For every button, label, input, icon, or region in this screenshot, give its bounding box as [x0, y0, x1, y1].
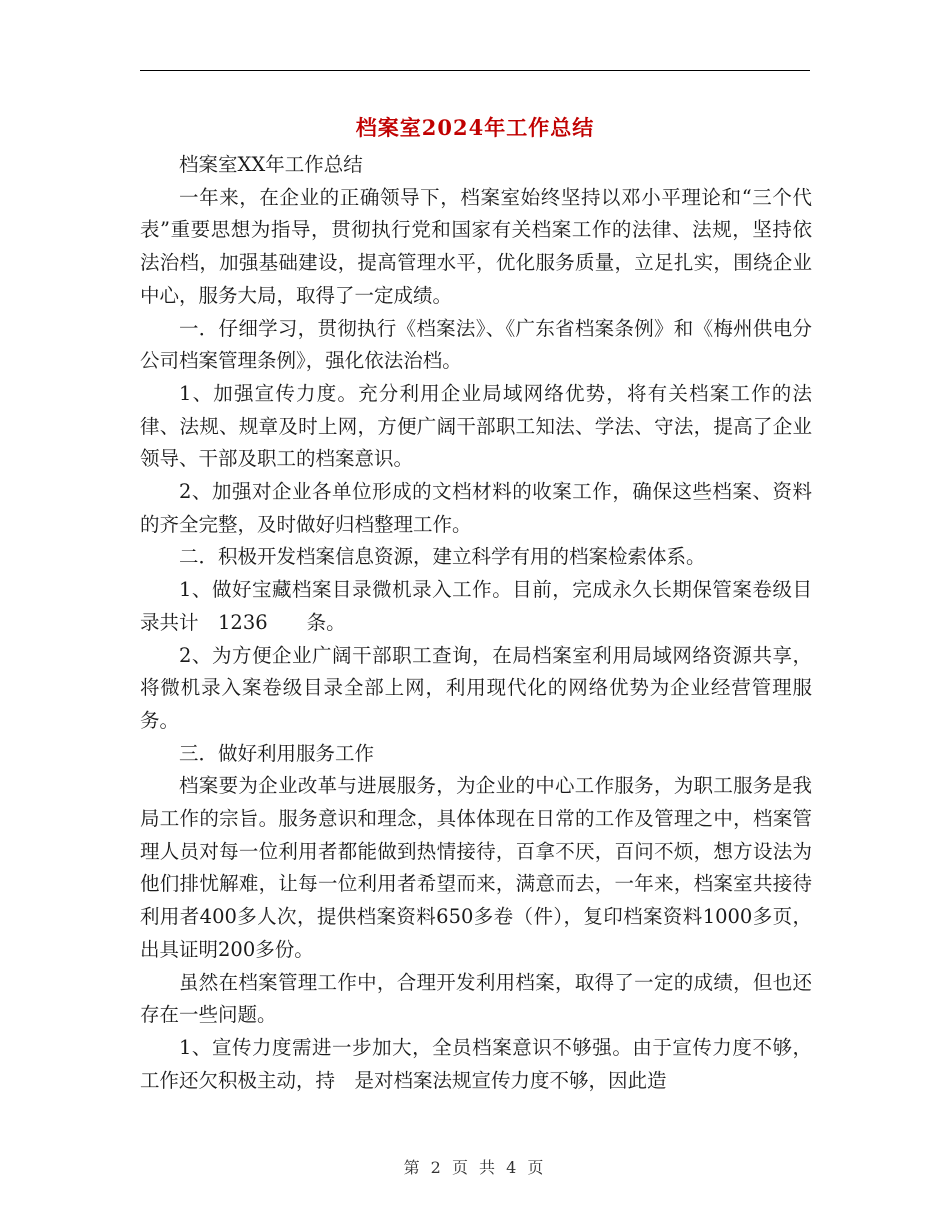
- paragraph-intro: 一年来，在企业的正确领导下，档案室始终坚持以邓小平理论和“三个代表”重要思想为指导，贯彻执行党和国家有关档案工作的法律、法规，坚持依法治档，加强基础建设，提高管理水平，优化服务质量，立足扎实，围绕企业中心，服务大局，取得了一定成绩。: [140, 185, 812, 307]
- page-number: 第 2 页 共 4 页: [403, 1158, 547, 1177]
- document-body: [140, 149, 812, 1097]
- paragraph-1-1: 1、加强宣传力度。充分利用企业局域网络优势，将有关档案工作的法律、法规、规章及时上网，方便广阔干部职工知法、学法、守法，提高了企业领导、干部及职工的档案意识。: [140, 381, 812, 471]
- section-heading-2: 二．积极开发档案信息资源，建立科学有用的档案检索体系。: [179, 545, 706, 569]
- paragraph-1-2: 2、加强对企业各单位形成的文档材料的收案工作，确保这些档案、资料的齐全完整，及时做好归档整理工作。: [140, 480, 812, 536]
- section-heading-1: 一．仔细学习，贯彻执行《档案法》、《广东省档案条例》和《梅州供电分公司档案管理条例》，强化依法治档。: [140, 316, 812, 373]
- section-heading-3: 三．做好利用服务工作: [179, 741, 375, 765]
- paragraph-issues-intro: 虽然在档案管理工作中，合理开发利用档案，取得了一定的成绩，但也还存在一些问题。: [140, 970, 812, 1027]
- paragraph-2-2: 2、为方便企业广阔干部职工查询，在局档案室利用局域网络资源共享，将微机录入案卷级目录全部上网，利用现代化的网络优势为企业经营管理服务。: [140, 643, 812, 732]
- paragraph-issue-1: 1、宣传力度需进一步加大，全员档案意识不够强。由于宣传力度不够，工作还欠积极主动，持 是对档案法规宣传力度不够，因此造: [140, 1035, 812, 1092]
- header-rule: [140, 70, 810, 71]
- paragraph-2-1: 1、做好宝藏档案目录微机录入工作。目前，完成永久长期保管案卷级目录共计 1236 条。: [140, 578, 812, 634]
- paragraph-3-1: 档案要为企业改革与进展服务，为企业的中心工作服务，为职工服务是我局工作的宗旨。服务意识和理念，具体体现在日常的工作及管理之中，档案管理人员对每一位利用者都能做到热情接待，百拿不厌，百问不烦，想方设法为他们排忧解难，让每一位利用者希望而来，满意而去，一年来，档案室共接待利用者400多人次，提供档案资料650多卷（件），复印档案资料1000多页，出具证明200多份。: [140, 774, 812, 961]
- document-title: 档案室2024年工作总结: [355, 115, 595, 140]
- paragraph-subtitle: 档案室XX年工作总结: [179, 153, 363, 176]
